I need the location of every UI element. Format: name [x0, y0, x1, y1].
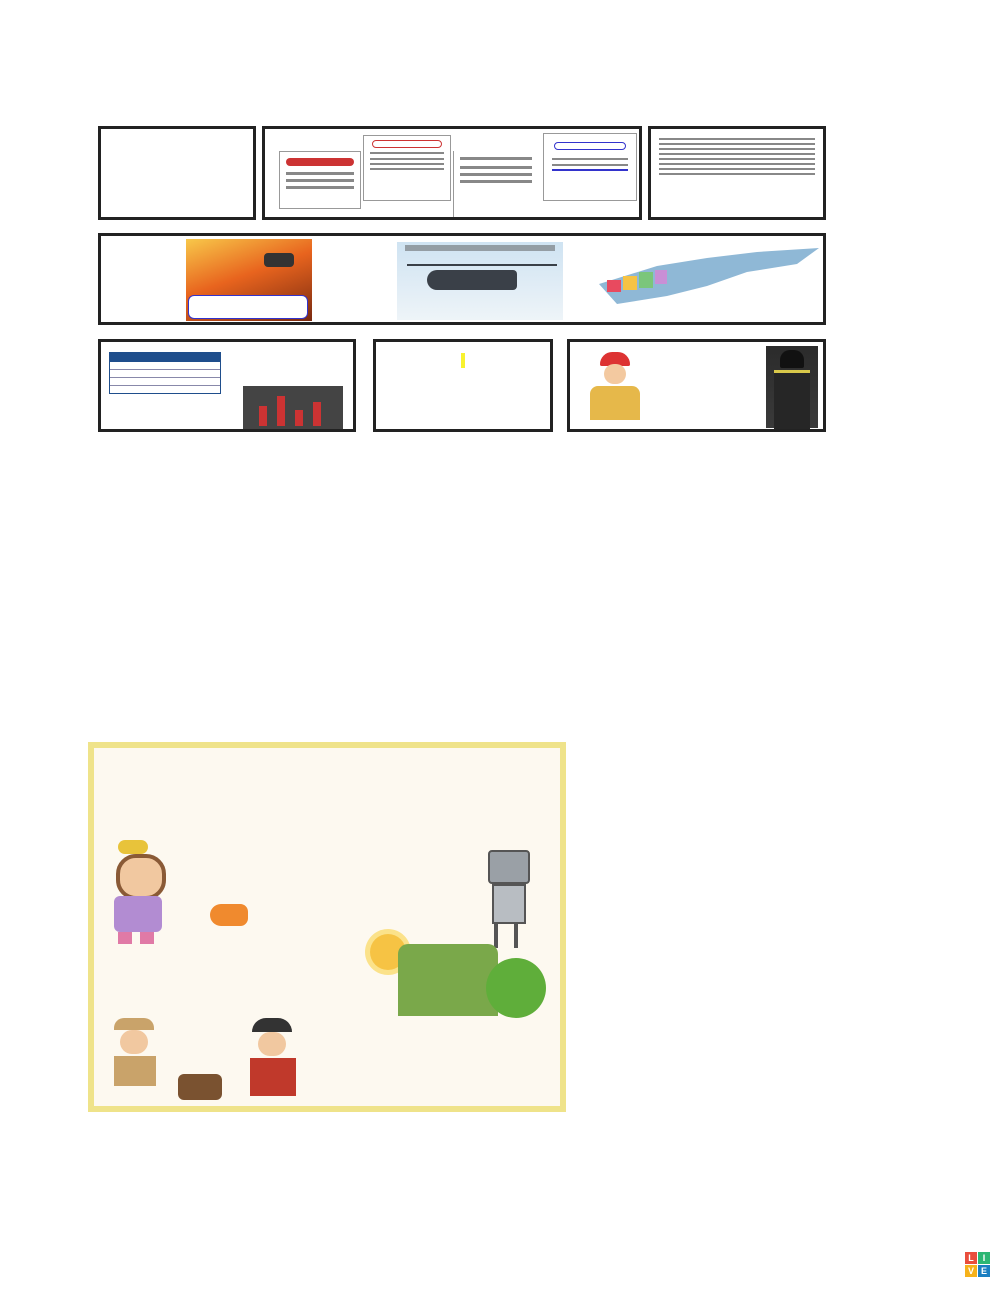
title-subtitle-heading-card: [262, 126, 642, 220]
liveworksheets-logo-icon: L I V E: [965, 1252, 990, 1277]
cactus-illustration: [398, 944, 498, 1016]
map-image: [597, 244, 821, 318]
diagram-image: [397, 242, 563, 320]
heading-sample-page: [453, 151, 538, 217]
firefighter-photo: [766, 346, 818, 428]
liveworksheets-brand: [965, 1252, 992, 1277]
sample-table: [109, 352, 221, 394]
fish-illustration: [210, 904, 248, 926]
character-setting-plot-poster: [88, 742, 566, 1112]
soldier-illustration: [244, 1018, 306, 1108]
girl-character-illustration: [108, 840, 188, 946]
toc-card: [98, 126, 256, 220]
explorer-illustration: [108, 1018, 170, 1108]
highlighted-text-sample: [461, 353, 465, 368]
glossary-card: [648, 126, 826, 220]
tree-illustration: [486, 958, 546, 1018]
table-chart-card: [98, 339, 356, 432]
caption-photo: [186, 239, 312, 321]
sample-chart: [243, 386, 343, 430]
text-features-card: [373, 339, 553, 432]
title-sample-page: [279, 151, 361, 209]
subheading-sample-page: [543, 133, 637, 201]
illustration-card: [567, 339, 826, 432]
subtitle-sample-page: [363, 135, 451, 201]
glossary-text-lines: [651, 133, 823, 180]
robot-illustration: [482, 844, 532, 954]
caption-diagram-map-card: [98, 233, 826, 325]
firefighter-illustration: [586, 352, 644, 422]
cannon-illustration: [178, 1074, 222, 1100]
